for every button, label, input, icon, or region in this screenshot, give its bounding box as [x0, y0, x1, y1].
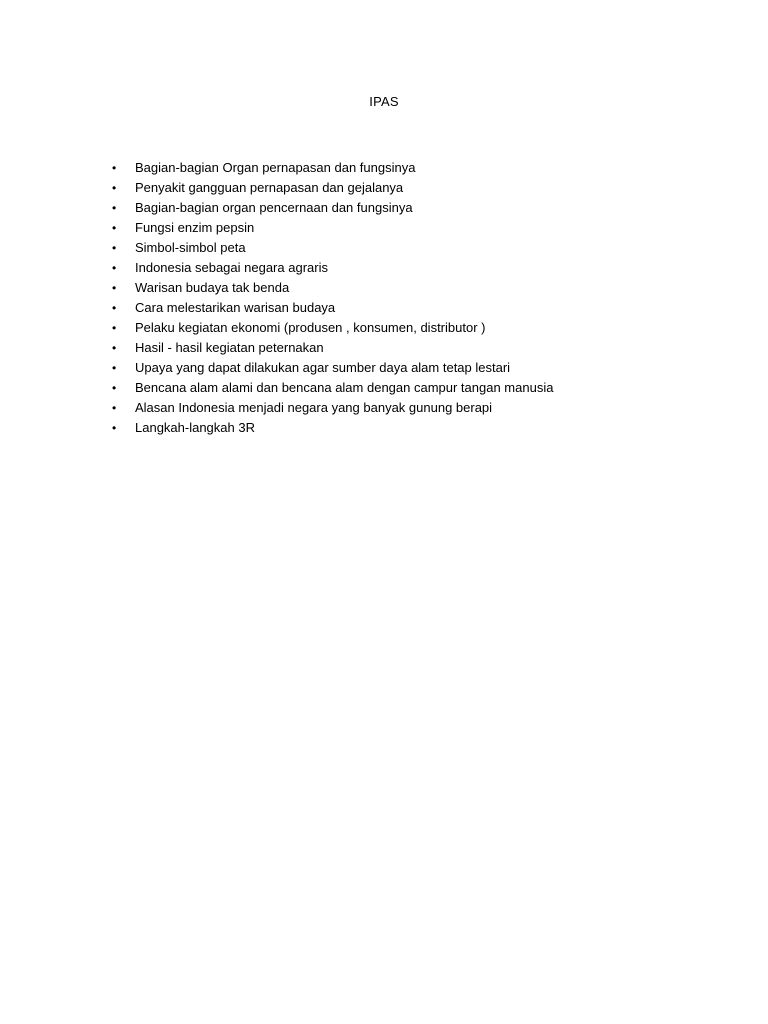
- list-item: [108, 298, 728, 318]
- bullet-icon: •: [112, 241, 117, 255]
- bullet-icon: •: [112, 401, 117, 415]
- list-item-text: Bagian-bagian organ pencernaan dan fungsinya: [135, 200, 413, 215]
- list-item: [108, 258, 728, 278]
- list-item: [108, 378, 728, 398]
- list-item-text: Cara melestarikan warisan budaya: [135, 300, 336, 315]
- list-item: [108, 318, 728, 338]
- bullet-icon: •: [112, 321, 117, 335]
- list-item-text: Pelaku kegiatan ekonomi (produsen , konsumen, distributor ): [135, 320, 486, 335]
- list-item-text: Fungsi enzim pepsin: [135, 220, 255, 235]
- list-item: [108, 418, 728, 438]
- list-item: [108, 218, 728, 238]
- list-item: [108, 238, 728, 258]
- bullet-icon: •: [112, 281, 117, 295]
- bullet-icon: •: [112, 261, 117, 275]
- list-item-text: Penyakit gangguan pernapasan dan gejalanya: [135, 180, 404, 195]
- bullet-icon: •: [112, 361, 117, 375]
- bullet-icon: •: [112, 161, 117, 175]
- bullet-icon: •: [112, 221, 117, 235]
- list-item-text: Alasan Indonesia menjadi negara yang banyak gunung berapi: [135, 400, 493, 415]
- bullet-icon: •: [112, 301, 117, 315]
- list-item-text: Upaya yang dapat dilakukan agar sumber daya alam tetap lestari: [135, 360, 511, 375]
- list-item-text: Bagian-bagian Organ pernapasan dan fungsinya: [135, 160, 416, 175]
- bullet-icon: •: [112, 201, 117, 215]
- list-item: [108, 178, 728, 198]
- list-item-text: Warisan budaya tak benda: [135, 280, 290, 295]
- list-item: [108, 158, 728, 178]
- list-item: [108, 198, 728, 218]
- document-title: IPAS: [369, 94, 399, 109]
- bullet-icon: •: [112, 341, 117, 355]
- list-item-text: Bencana alam alami dan bencana alam dengan campur tangan manusia: [135, 380, 554, 395]
- bullet-icon: •: [112, 381, 117, 395]
- topic-list: [108, 158, 728, 438]
- bullet-icon: •: [112, 421, 117, 435]
- list-item-text: Langkah-langkah 3R: [135, 420, 255, 435]
- bullet-icon: •: [112, 181, 117, 195]
- list-item-text: Simbol-simbol peta: [135, 240, 246, 255]
- list-item-text: Hasil - hasil kegiatan peternakan: [135, 340, 324, 355]
- list-item: [108, 278, 728, 298]
- list-item-text: Indonesia sebagai negara agraris: [135, 260, 328, 275]
- list-item: [108, 338, 728, 358]
- list-item: [108, 398, 728, 418]
- list-item: [108, 358, 728, 378]
